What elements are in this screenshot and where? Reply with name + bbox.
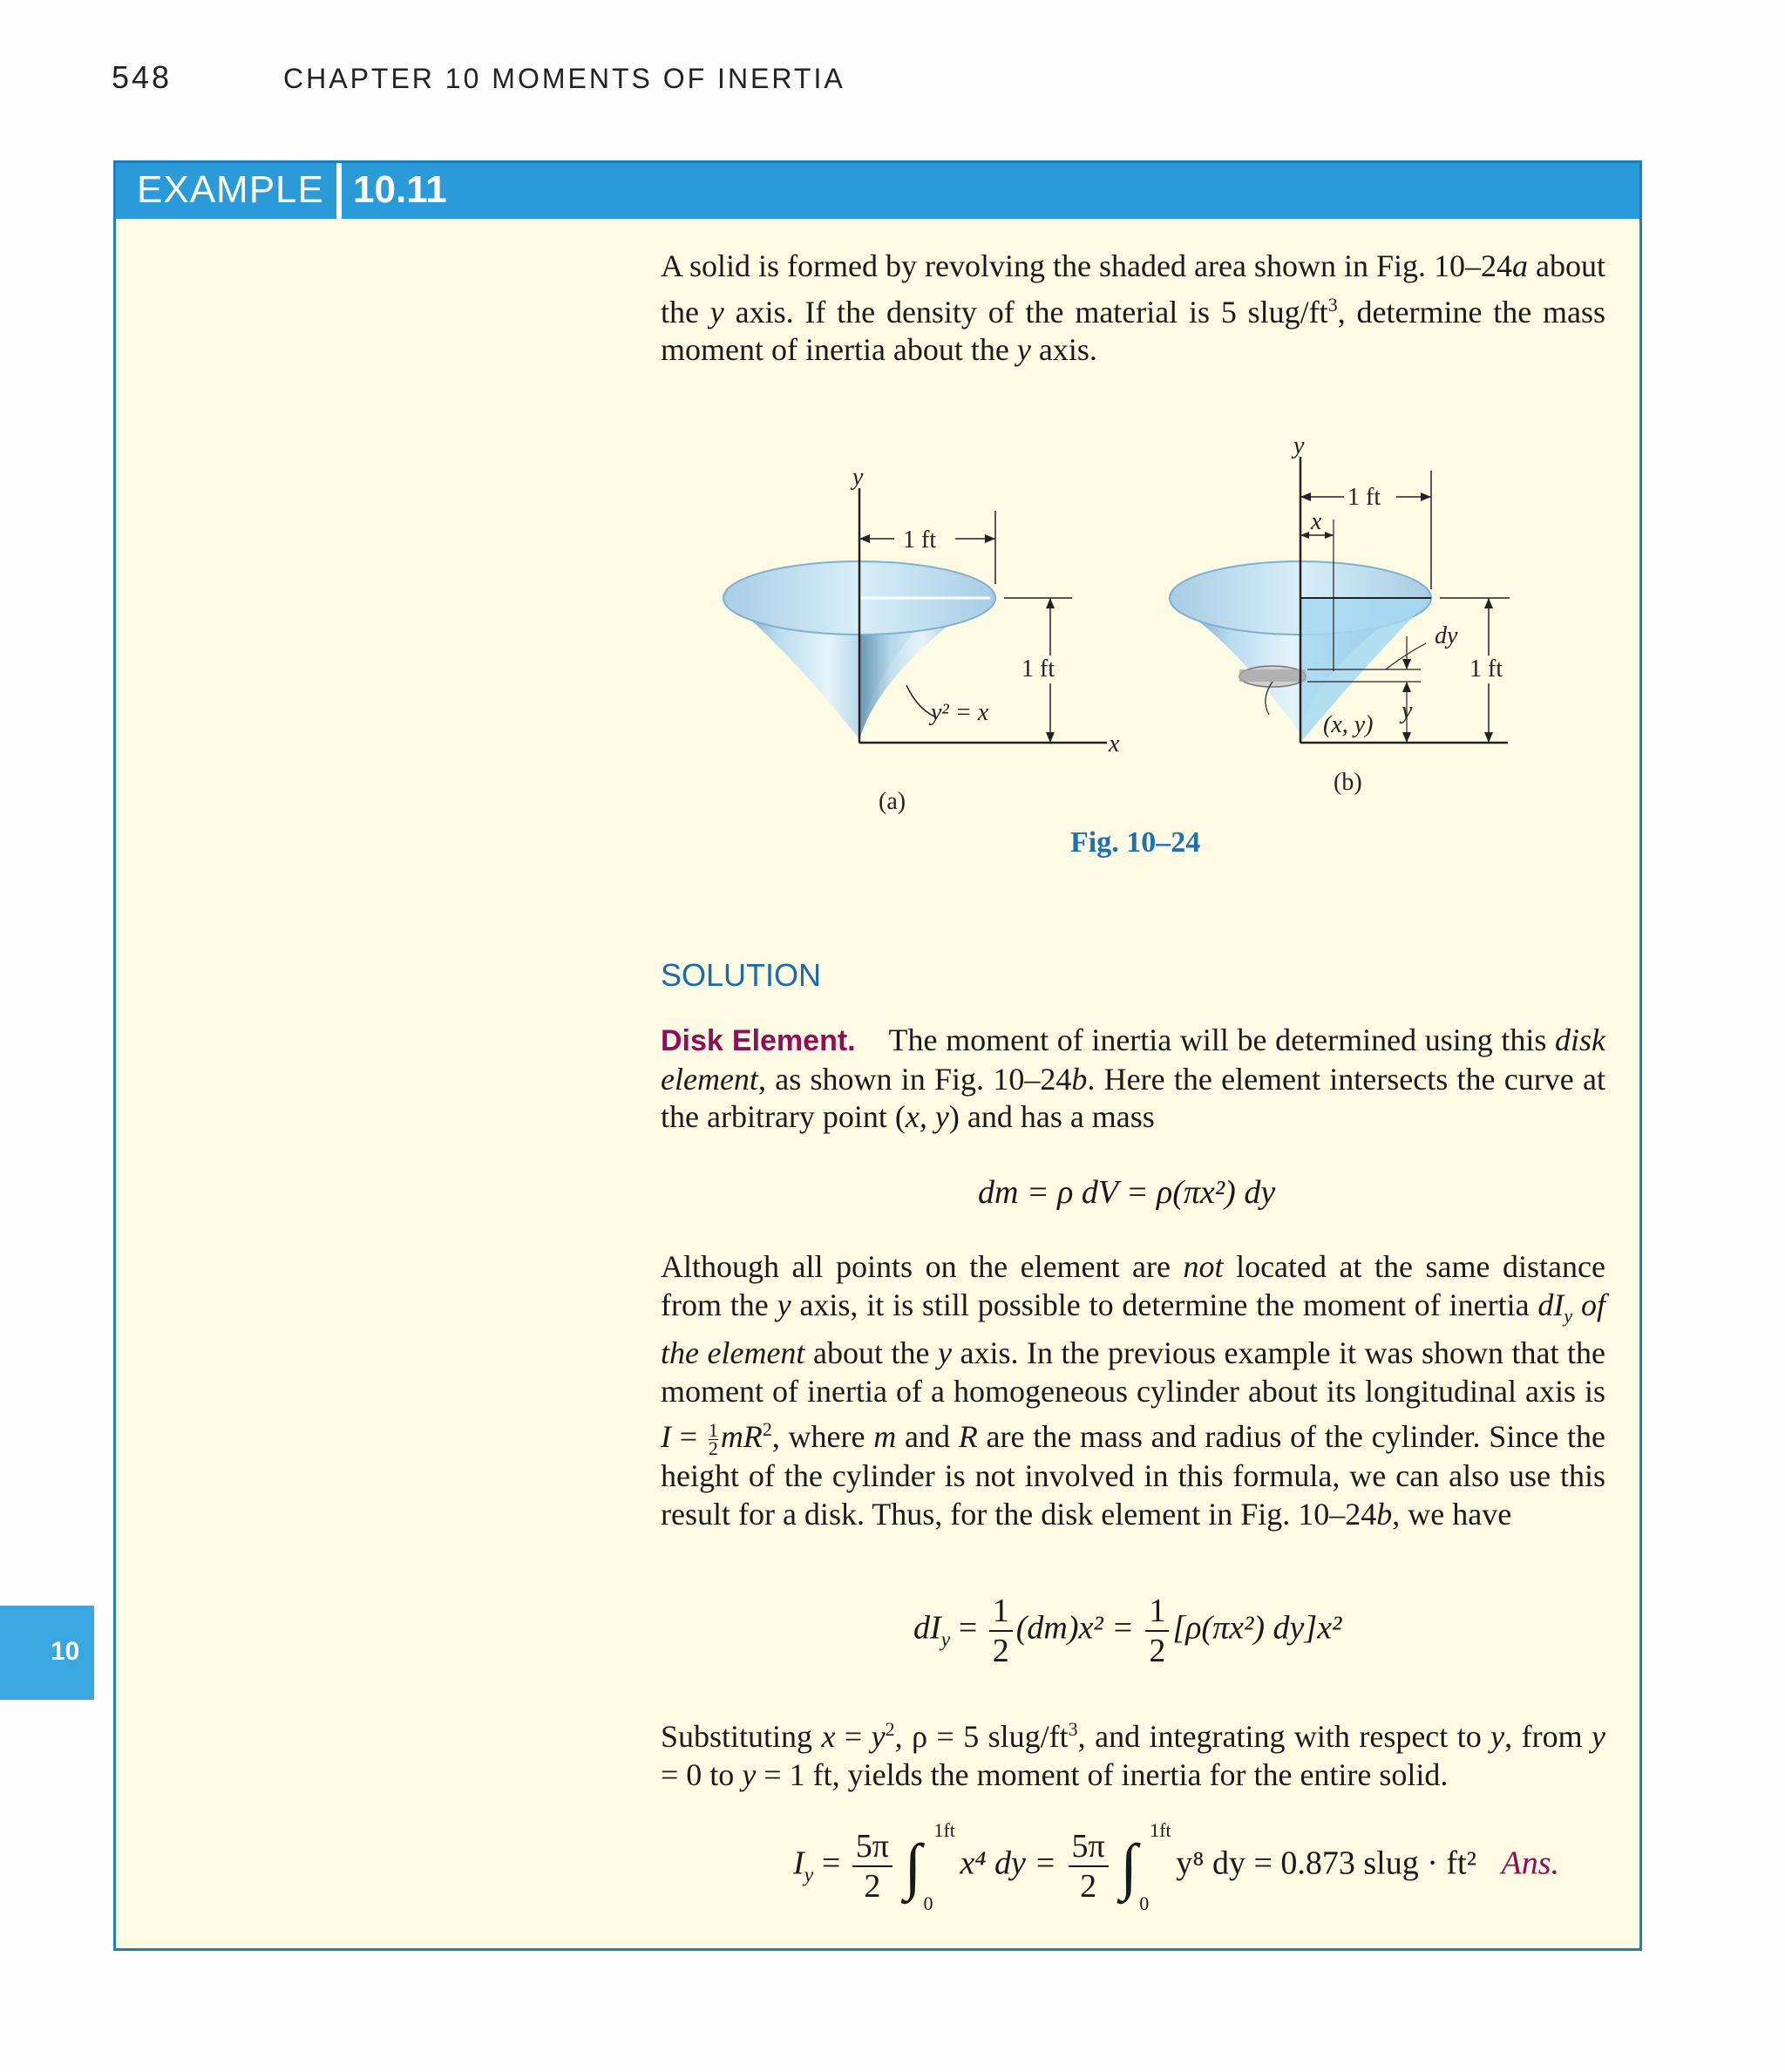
equation-dIy: $dI_y$ = $\frac{1}{2}$ (dm)x² = $\frac{1}{2}$ [ρ(πx²) dy]x²	[913, 1593, 1342, 1669]
equation-dm: dm = ρ dV = ρ(πx²) dy	[978, 1174, 1276, 1211]
x-dim-b: x	[1311, 508, 1322, 535]
figure-caption: Fig. 10–24	[1070, 826, 1201, 859]
y-axis-label-a: y	[852, 464, 864, 491]
x-axis-label-a: x	[1109, 730, 1120, 757]
figure-10-24	[697, 427, 1551, 837]
chapter-side-tab	[0, 1606, 94, 1700]
problem-statement: A solid is formed by revolving the shaded area shown in Fig. 10–24a about the y axis. If the density of the material is 5 slug/$ft^3$, determine the mass moment of inertia about the y axis.	[661, 248, 1606, 367]
part-b-label: (b)	[1334, 769, 1362, 796]
example-label: EXAMPLE	[137, 168, 324, 211]
paragraph-substitution: Substituting $x = y^2$, ρ = 5 slug/$ft^3$, and integrating with respect to y, from y = 0 to y = 1 ft, yields the moment of inertia for the entire solid.	[661, 1718, 1605, 1792]
example-number: 10.11	[353, 168, 447, 211]
page-number: 548	[112, 59, 173, 95]
paragraph-moment-disk: Although all points on the element are not located at the same distance from the y axis, it is still possible to determine the moment of inertia $dI_y$ of the element about the y axis. In the previous example it was shown that the moment of inertia of a homogeneous cylinder about its longitudinal axis is I = $\frac{1}{2}$ $mR^2$, where m and R are the mass and radius of the cylinder. Since the height of the cylinder is not involved in this formula, we can also use this result for a disk. Thus, for the disk element in Fig. 10–24b, we have	[661, 1249, 1606, 1532]
width-dim-b: 1 ft	[1347, 484, 1381, 511]
example-title-bar	[116, 163, 1639, 219]
disk-element-heading: Disk Element.	[661, 1024, 856, 1057]
answer-label: Ans.	[1501, 1844, 1560, 1882]
example-separator	[336, 163, 342, 219]
figure-part-b	[1168, 432, 1518, 796]
disk-element-paragraph: Disk Element. The moment of inertia will be determined using this disk element, as shown in Fig. 10–24b. Here the element intersects the curve at the arbitrary point (x, y) and has a mass	[661, 1022, 1605, 1134]
width-dim-a: 1 ft	[903, 526, 937, 554]
figure-part-a	[723, 464, 1120, 815]
dy-label-b: dy	[1435, 622, 1458, 649]
part-a-label: (a)	[879, 788, 906, 815]
side-tab-number: 10	[51, 1637, 80, 1666]
y-axis-label-b: y	[1293, 432, 1305, 459]
height-dim-b: 1 ft	[1469, 656, 1503, 683]
curve-label-a: y² = x	[931, 699, 989, 726]
solution-heading: SOLUTION	[661, 957, 822, 993]
y-dim-b: y	[1402, 697, 1413, 724]
integral-sign-1: ∫	[904, 1831, 922, 1901]
height-dim-a: 1 ft	[1021, 656, 1055, 683]
point-label-b: (x, y)	[1323, 711, 1374, 738]
chapter-title: CHAPTER 10 MOMENTS OF INERTIA	[283, 63, 845, 94]
equation-Iy-result: $I_y$ = $\frac{5\pi}{2}$ ∫ 1ft 0 x⁴ dy = $\frac{5\pi}{2}$ ∫ 1ft 0 y⁸ dy = 0.873 slug · ft² Ans.	[793, 1819, 1560, 1914]
integral-sign-2: ∫	[1120, 1831, 1137, 1901]
